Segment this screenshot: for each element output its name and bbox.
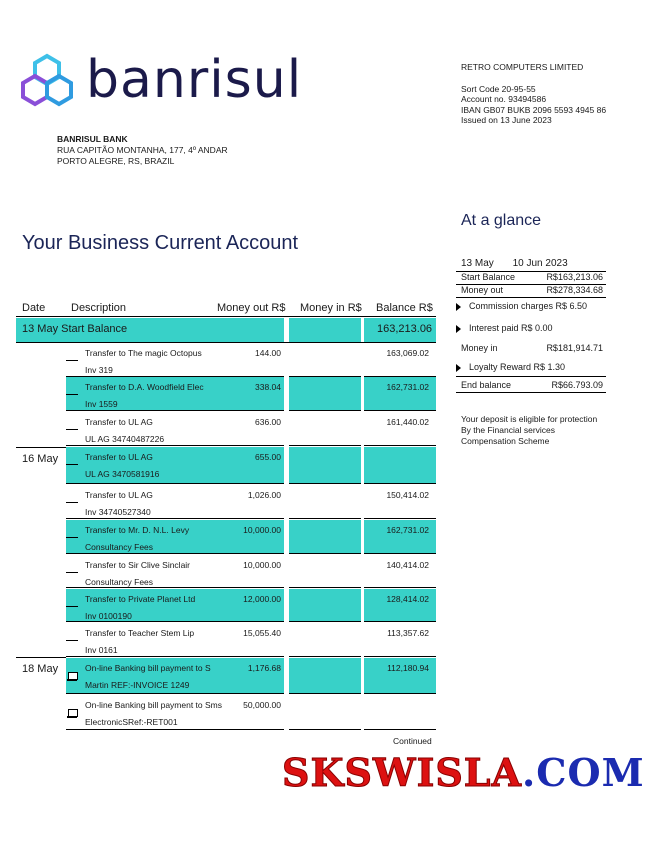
row-divider	[289, 410, 361, 411]
money-in-label: Money in	[461, 343, 498, 353]
row-description-line1: Transfer to UL AG	[85, 452, 153, 462]
row-divider	[66, 553, 284, 554]
company-name: RETRO COMPUTERS LIMITED	[461, 62, 584, 72]
row-balance: 140,414.02	[386, 560, 429, 570]
continued-label: Continued	[393, 736, 432, 746]
row-divider	[364, 483, 436, 484]
laptop-icon	[68, 709, 78, 717]
row-money-out: 50,000.00	[243, 700, 281, 710]
glance-title: At a glance	[461, 212, 542, 229]
row-money-out: 636.00	[255, 417, 281, 427]
row-divider	[289, 656, 361, 657]
row-divider	[364, 518, 436, 519]
row-divider	[364, 729, 436, 730]
row-description-line2: ElectronicSRef:-RET001	[85, 717, 178, 727]
row-divider	[289, 553, 361, 554]
glance-interest	[456, 323, 606, 337]
header-money-out: Money out R$	[217, 302, 286, 314]
row-description-line1: Transfer to Mr. D. N.L. Levy	[85, 525, 190, 535]
glance-commission	[456, 301, 606, 315]
laptop-icon	[68, 672, 78, 680]
row-divider	[364, 621, 436, 622]
bank-name: BANRISUL BANK	[57, 134, 128, 144]
period-start: 13 May	[461, 258, 494, 269]
glance-start-balance	[456, 272, 606, 285]
row-divider	[66, 587, 284, 588]
row-description-line1: Transfer to The magic Octopus	[85, 348, 202, 358]
row-description-line2: Inv 0100190	[85, 611, 132, 621]
row-money-out: 10,000.00	[243, 560, 281, 570]
loyalty-text: Loyalty Reward R$ 1.30	[469, 362, 566, 372]
watermark-part2: .COM	[522, 750, 645, 795]
row-divider	[66, 693, 284, 694]
row-divider	[364, 587, 436, 588]
bank-address-line2: PORTO ALEGRE, RS, BRAZIL	[57, 156, 175, 166]
row-divider	[289, 729, 361, 730]
row-money-out: 15,055.40	[243, 628, 281, 638]
row-description-line2: Inv 319	[85, 365, 113, 375]
row-description-line2: Consultancy Fees	[85, 542, 154, 552]
row-divider	[364, 656, 436, 657]
start-balance-label: 13 May Start Balance	[22, 323, 128, 335]
company-details	[461, 62, 606, 126]
date-18-may: 18 May	[22, 663, 59, 675]
row-marker-icon	[66, 429, 78, 430]
row-band	[289, 447, 361, 483]
sort-code: Sort Code 20-95-55	[461, 83, 536, 94]
glance-money-out	[456, 285, 606, 298]
money-out-value: R$278,334.68	[546, 285, 603, 295]
start-row-divider	[16, 342, 436, 343]
glance-money-in	[456, 343, 606, 355]
row-divider	[66, 445, 284, 446]
end-balance-value: R$66.793.09	[551, 380, 603, 390]
row-balance: 161,440.02	[386, 417, 429, 427]
period-end: 10 Jun 2023	[512, 258, 568, 269]
row-balance: 163,069.02	[386, 348, 429, 358]
row-description-line2: Consultancy Fees	[85, 577, 154, 587]
issued-date: Issued on 13 June 2023	[461, 115, 552, 125]
row-band	[289, 658, 361, 693]
deposit-protection-note	[461, 414, 611, 447]
glance-period	[456, 258, 606, 272]
row-marker-icon	[66, 572, 78, 573]
row-marker-icon	[66, 464, 78, 465]
deposit-line1: Your deposit is eligible for protection	[461, 414, 598, 424]
row-description-line1: Transfer to D.A. Woodfield Elec	[85, 382, 204, 392]
row-divider	[289, 445, 361, 446]
row-divider	[364, 553, 436, 554]
header-date: Date	[22, 302, 46, 314]
row-money-out: 10,000.00	[243, 525, 281, 535]
row-description-line2: Inv 34740527340	[85, 507, 151, 517]
commission-text: Commission charges R$ 6.50	[469, 301, 588, 311]
row-marker-icon	[66, 606, 78, 607]
row-divider	[66, 518, 284, 519]
row-money-out: 338.04	[255, 382, 281, 392]
row-divider	[66, 410, 284, 411]
row-divider	[289, 483, 361, 484]
watermark	[282, 750, 645, 795]
row-description-line2: UL AG 34740487226	[85, 434, 165, 444]
row-money-out: 12,000.00	[243, 594, 281, 604]
row-divider	[66, 483, 284, 484]
row-marker-icon	[66, 360, 78, 361]
row-description-line2: Inv 1559	[85, 399, 118, 409]
row-description-line1: Transfer to Sir Clive Sinclair	[85, 560, 191, 570]
row-band	[289, 377, 361, 410]
row-band	[289, 589, 361, 621]
account-number: Account no. 93494586	[461, 94, 547, 104]
start-balance-value: R$163,213.06	[546, 272, 603, 282]
glance-end-balance	[456, 380, 606, 393]
header-balance: Balance R$	[376, 302, 433, 314]
row-money-out: 655.00	[255, 452, 281, 462]
row-money-out: 1,176.68	[247, 663, 281, 673]
row-description-line1: On-line Banking bill payment to S	[85, 663, 211, 673]
money-out-label: Money out	[461, 285, 504, 295]
row-description-line2: Martin REF:-INVOICE 1249	[85, 680, 190, 690]
banrisul-logo-text: banrisul	[86, 50, 303, 110]
interest-text: Interest paid R$ 0.00	[469, 323, 553, 333]
row-balance: 113,357.62	[387, 628, 429, 638]
iban: IBAN GB07 BUKB 2096 5593 4945 86	[461, 104, 607, 115]
row-marker-icon	[66, 394, 78, 395]
header-description: Description	[71, 302, 127, 314]
banrisul-logo-icon	[18, 52, 78, 108]
row-description-line2: Inv 0161	[85, 645, 118, 655]
deposit-line3: Compensation Scheme	[461, 436, 550, 446]
row-balance: 162,731.02	[386, 525, 429, 535]
end-balance-label: End balance	[461, 380, 512, 390]
bank-address-line1: RUA CAPITÃO MONTANHA, 177, 4º ANDAR	[57, 145, 228, 155]
start-balance-label: Start Balance	[461, 272, 516, 282]
row-balance: 150,414.02	[386, 490, 429, 500]
row-divider	[66, 729, 284, 730]
row-divider	[364, 410, 436, 411]
row-marker-icon	[66, 640, 78, 641]
date-divider-18	[16, 657, 66, 658]
row-marker-icon	[66, 502, 78, 503]
row-divider	[364, 445, 436, 446]
row-balance: 162,731.02	[386, 382, 429, 392]
row-description-line1: Transfer to UL AG	[85, 490, 153, 500]
bank-address	[57, 134, 228, 167]
start-balance-value: 163,213.06	[377, 323, 433, 335]
row-balance: 112,180.94	[387, 663, 429, 673]
header-divider	[16, 316, 436, 317]
header-money-in: Money in R$	[300, 302, 362, 314]
row-balance: 128,414.02	[386, 594, 429, 604]
row-divider	[66, 621, 284, 622]
row-description-line2: UL AG 3470581916	[85, 469, 160, 479]
row-description-line1: Transfer to Private Planet Ltd	[85, 594, 196, 604]
row-description-line1: On-line Banking bill payment to Sms	[85, 700, 223, 710]
row-divider	[289, 621, 361, 622]
row-money-out: 1,026.00	[247, 490, 281, 500]
watermark-part1: SKSWISLA	[282, 750, 523, 795]
date-divider-16	[16, 447, 66, 448]
row-description-line1: Transfer to UL AG	[85, 417, 153, 427]
row-description-line1: Transfer to Teacher Stem Lip	[85, 628, 195, 638]
row-divider	[364, 693, 436, 694]
date-16-may: 16 May	[22, 453, 59, 465]
row-band	[364, 447, 436, 483]
glance-panel	[456, 258, 606, 393]
row-marker-icon	[66, 537, 78, 538]
deposit-line2: By the Financial services	[461, 425, 556, 435]
row-band	[289, 520, 361, 553]
row-divider	[289, 693, 361, 694]
glance-loyalty	[456, 362, 606, 377]
row-money-out: 144.00	[255, 348, 281, 358]
row-divider	[289, 518, 361, 519]
row-divider	[66, 656, 284, 657]
money-in-value: R$181,914.71	[546, 343, 603, 353]
row-divider	[289, 587, 361, 588]
account-title: Your Business Current Account	[22, 232, 299, 254]
start-balance-in-band	[289, 318, 361, 342]
